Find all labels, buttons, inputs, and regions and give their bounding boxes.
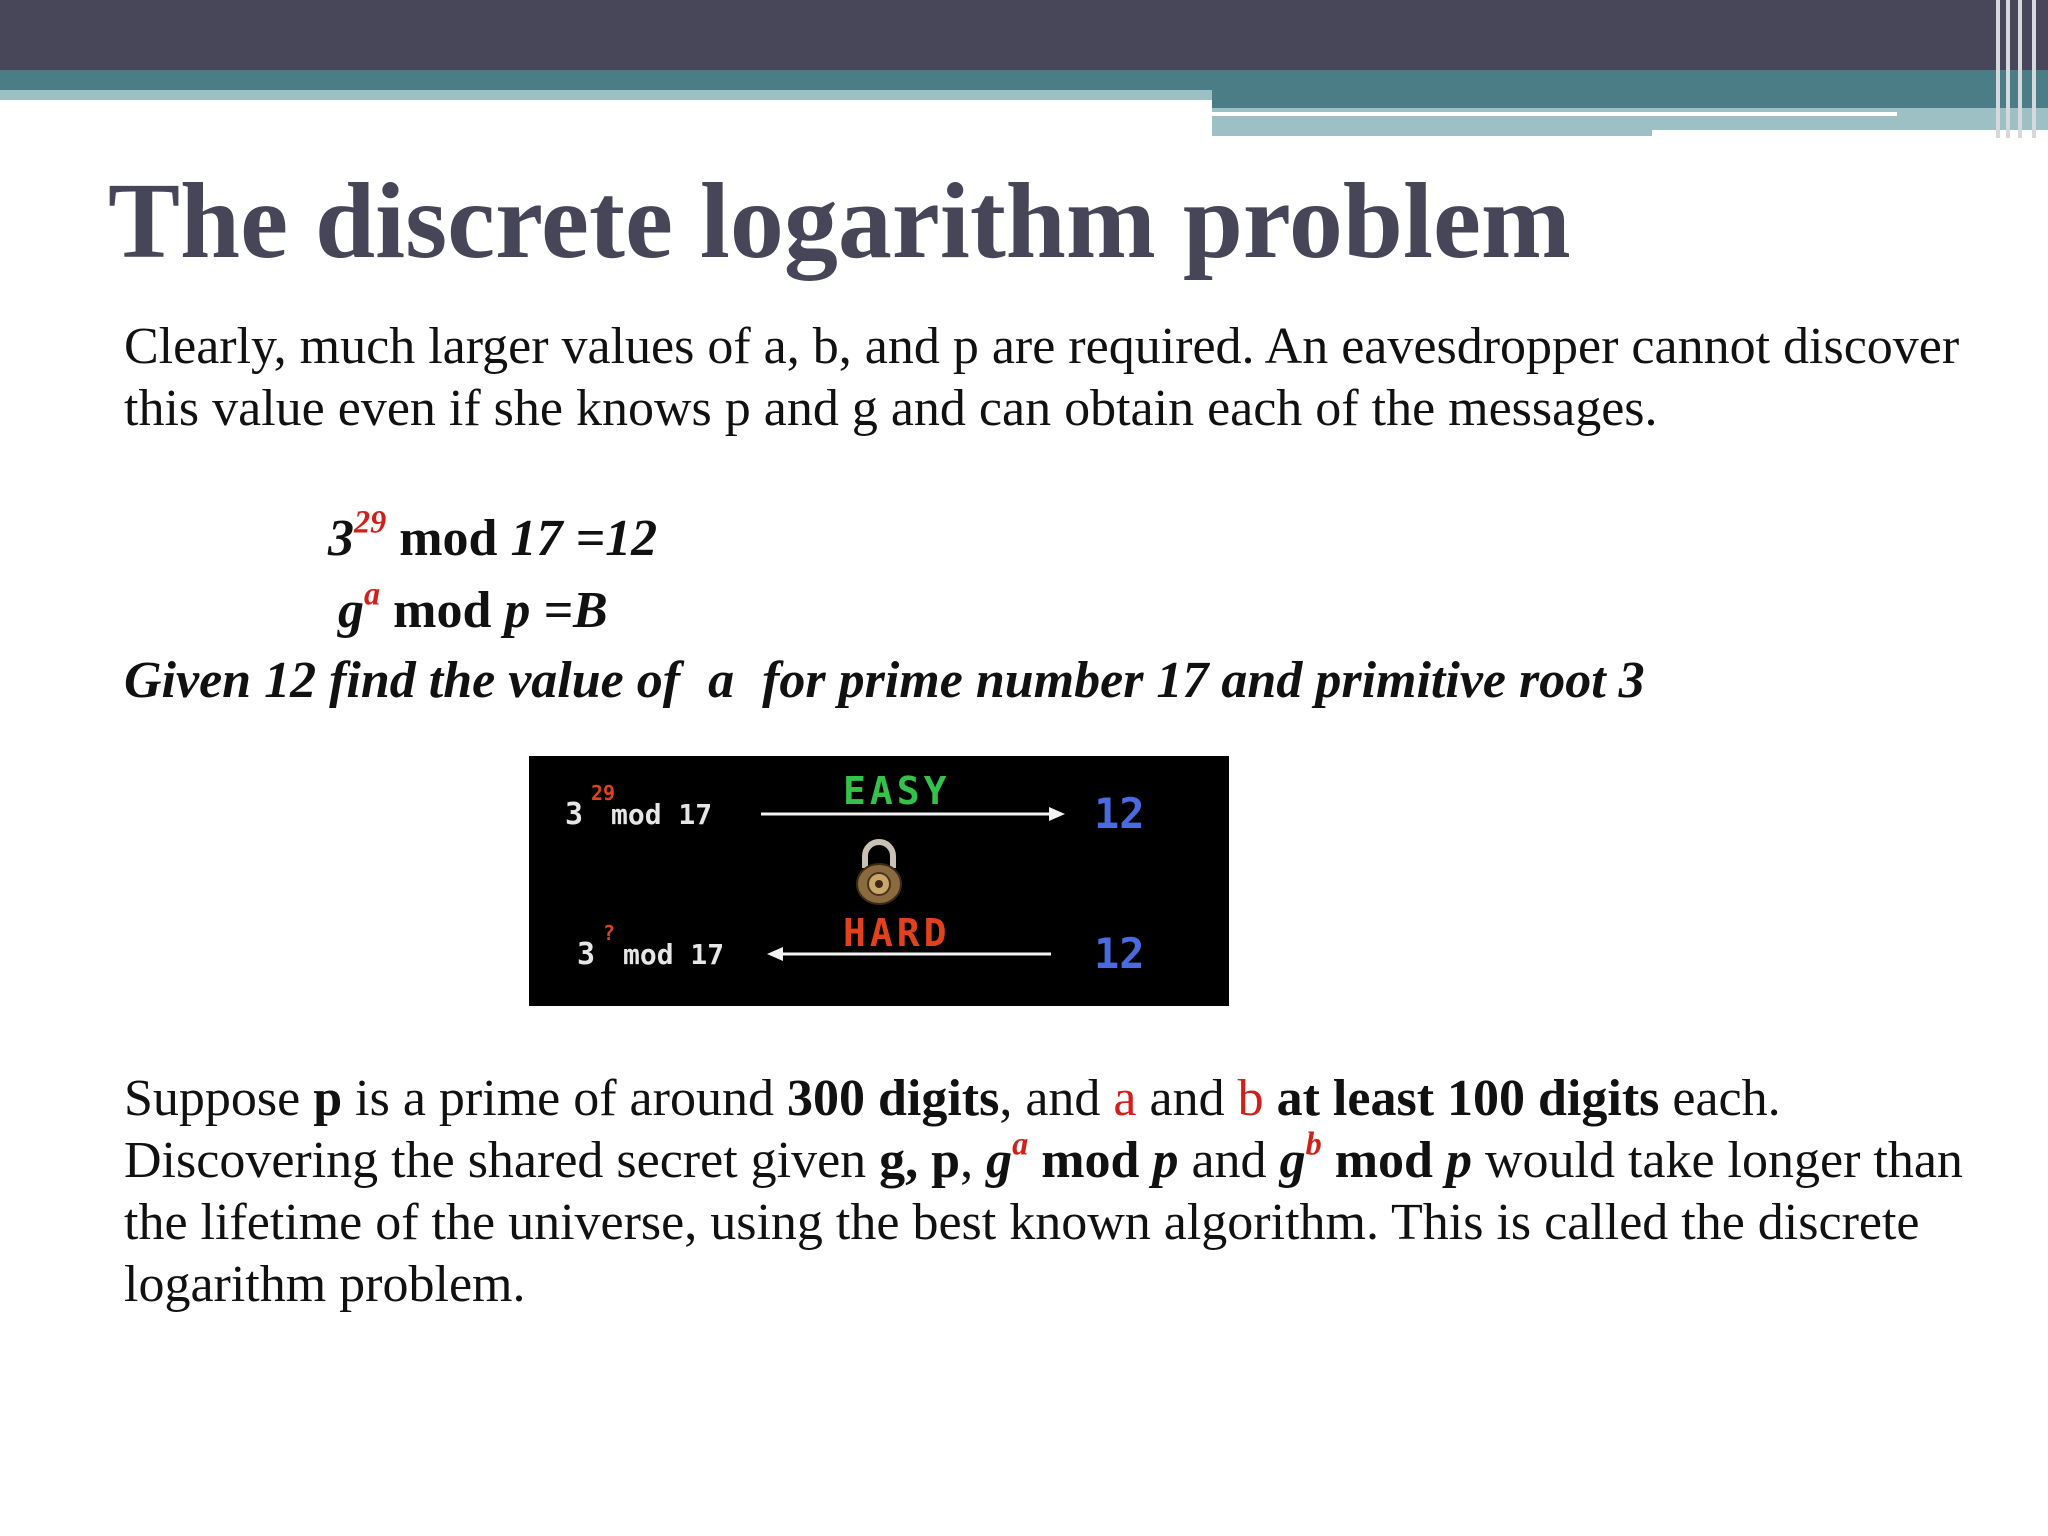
easy-label: EASY <box>843 769 951 813</box>
para-mod: mod <box>1028 1132 1153 1189</box>
diagram-top-exponent: 29 <box>591 781 616 805</box>
header-band-teal <box>0 70 2048 90</box>
diagram-svg <box>529 756 1229 1006</box>
given-variable: a <box>708 652 735 709</box>
para-exp-b: b <box>1305 1125 1322 1162</box>
para-text: and <box>1136 1070 1238 1127</box>
formula-exponent: 29 <box>354 503 387 540</box>
diagram-bottom-mod: mod 17 <box>623 938 725 971</box>
formula-mod: mod <box>393 582 492 639</box>
header-stripe <box>2032 0 2036 138</box>
padlock-icon <box>857 842 901 904</box>
para-bold-at-least: at least 100 digits <box>1263 1070 1660 1127</box>
header-stripe <box>2006 0 2010 138</box>
header-band-teal-right <box>1212 90 2048 108</box>
para-g: g <box>986 1132 1013 1189</box>
para-g: g <box>1279 1132 1306 1189</box>
para-red-a: a <box>1113 1070 1137 1127</box>
intro-paragraph: Clearly, much larger values of a, b, and p are required. An eavesdropper cannot discover this value even if she knows p and g and can obtain each of the messages. <box>124 318 1960 437</box>
formula-base: g <box>338 582 364 639</box>
header-white-line-2 <box>1652 130 2048 136</box>
diagram-bottom-exponent: ? <box>603 921 616 945</box>
diagram-top-mod: mod 17 <box>611 798 713 831</box>
diagram-bottom-result: 12 <box>1094 929 1145 978</box>
hard-arrow-head <box>767 947 783 961</box>
para-text: and <box>1178 1132 1280 1189</box>
diagram-top-base: 3 <box>565 797 584 832</box>
formula-rest: p =B <box>504 582 608 639</box>
formula-mod: mod <box>399 510 498 567</box>
formula-example <box>328 503 658 570</box>
given-statement <box>124 650 1645 712</box>
para-text: is a prime of around <box>342 1070 787 1127</box>
header-stripe <box>2018 0 2022 138</box>
header-stripe <box>1996 0 2000 138</box>
para-text: , <box>960 1132 987 1189</box>
para-bold-gp: g, p <box>879 1132 961 1189</box>
diagram-bottom-base: 3 <box>577 937 596 972</box>
para-p: p <box>1445 1132 1472 1189</box>
para-red-b: b <box>1237 1070 1264 1127</box>
easy-arrow-head <box>1049 807 1065 821</box>
para-bold-300-digits: 300 digits <box>786 1070 1000 1127</box>
given-part-2: for prime number 17 and primitive root 3 <box>762 652 1645 709</box>
header-white-line <box>1212 112 1897 116</box>
para-exp-a: a <box>1012 1125 1029 1162</box>
diagram-top-result: 12 <box>1094 789 1145 838</box>
slide-title: The discrete logarithm problem <box>108 162 1571 281</box>
para-bold-p: p <box>313 1070 343 1127</box>
para-p: p <box>1152 1132 1179 1189</box>
formula-general <box>338 575 608 642</box>
formula-exponent: a <box>364 575 381 612</box>
formula-rest: 17 =12 <box>510 510 658 567</box>
header-band-dark <box>0 0 2048 70</box>
para-text: , and <box>999 1070 1114 1127</box>
para-text: would take longer than the lifetime of the universe, using the best known algorithm. This is called the discrete logarithm problem. <box>124 1132 1963 1313</box>
header-band-light-left <box>0 90 1212 100</box>
conclusion-paragraph <box>124 1068 2004 1316</box>
para-text: each. Discovering the shared secret given <box>124 1070 1781 1189</box>
easy-hard-diagram <box>529 756 1229 1006</box>
hard-label: HARD <box>843 911 951 955</box>
para-text: Suppose <box>124 1070 314 1127</box>
given-part-1: Given 12 find the value of <box>124 652 681 709</box>
para-mod: mod <box>1321 1132 1446 1189</box>
formula-base: 3 <box>328 510 354 567</box>
